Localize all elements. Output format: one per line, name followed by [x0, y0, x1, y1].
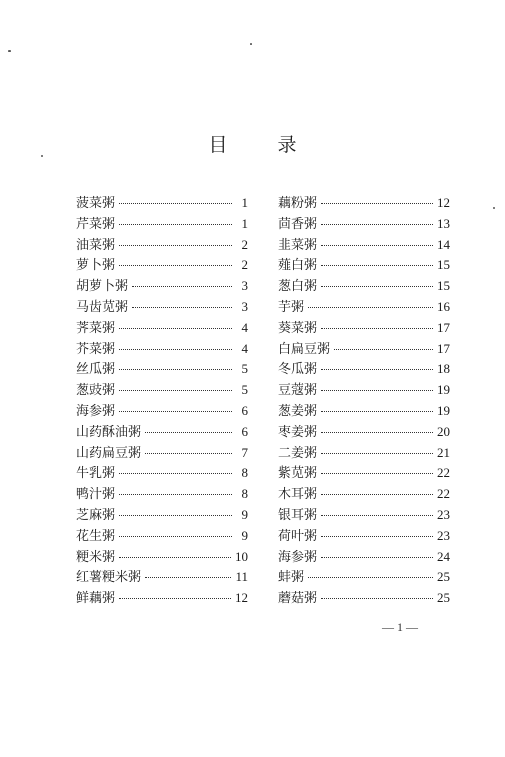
toc-entry-page: 2: [241, 236, 248, 252]
toc-entry-title: 葱姜粥: [278, 403, 318, 419]
dot-leader: [321, 597, 433, 599]
toc-entry-title: 海参粥: [76, 403, 116, 419]
toc-entry-page: 17: [437, 319, 450, 335]
toc-column-right: [278, 193, 450, 609]
toc-entry: [278, 297, 450, 318]
page-number: — 1 —: [382, 620, 418, 634]
toc-entry-title: 藕粉粥: [278, 196, 318, 211]
toc-entry: [278, 401, 450, 422]
toc-entry-page: 6: [241, 423, 248, 439]
toc-entry-title: 枣姜粥: [278, 424, 318, 440]
toc-entry-page: 7: [241, 444, 248, 460]
toc-entry: [76, 526, 248, 547]
toc-entry: [76, 380, 248, 401]
dot-leader: [321, 244, 433, 246]
toc-entry-title: 牛乳粥: [76, 466, 116, 482]
toc-entry: [278, 193, 450, 214]
dot-leader: [119, 244, 232, 246]
toc-entry: [76, 214, 248, 235]
dot-leader: [119, 202, 232, 204]
toc-entry-title: 丝瓜粥: [76, 362, 116, 378]
dot-leader: [132, 285, 232, 287]
toc-entry-page: 9: [241, 527, 248, 543]
scan-speck: [493, 207, 495, 209]
toc-entry: [278, 443, 450, 464]
dot-leader: [321, 285, 433, 287]
toc-entry-page: 23: [437, 506, 450, 522]
dot-leader: [321, 556, 433, 558]
toc-entry-title: 木耳粥: [278, 487, 318, 503]
toc-entry: [76, 339, 248, 360]
toc-entry: [76, 463, 248, 484]
toc-entry: [76, 235, 248, 256]
dot-leader: [321, 327, 433, 329]
toc-entry-page: 23: [437, 527, 450, 543]
page-title: 目 录: [208, 134, 319, 156]
toc-entry-page: 12: [437, 195, 450, 210]
scan-speck: [250, 43, 252, 45]
toc-entry-title: 鸭汁粥: [76, 487, 116, 503]
toc-entry: [76, 505, 248, 526]
toc-entry-page: 20: [437, 423, 450, 439]
dot-leader: [321, 493, 433, 495]
toc-entry-page: 5: [241, 361, 248, 377]
dot-leader: [308, 576, 433, 578]
dot-leader: [132, 306, 232, 308]
toc-entry: [278, 484, 450, 505]
toc-entry-page: 22: [437, 486, 450, 502]
dot-leader: [321, 535, 433, 537]
dot-leader: [119, 389, 232, 391]
toc-entry-page: 3: [241, 298, 248, 314]
toc-entry: [278, 422, 450, 443]
dot-leader: [321, 389, 433, 391]
dot-leader: [321, 410, 433, 412]
toc-entry: [76, 443, 248, 464]
toc-entry-title: 胡萝卜粥: [76, 279, 129, 295]
toc-entry-page: 10: [235, 548, 248, 564]
toc-entry: [76, 401, 248, 422]
dot-leader: [321, 223, 433, 225]
toc-entry-title: 葱白粥: [278, 279, 318, 295]
toc-entry-title: 萝卜粥: [76, 258, 116, 274]
toc-entry-page: 8: [241, 486, 248, 502]
toc-entry-title: 粳米粥: [76, 549, 116, 565]
toc-entry-page: 11: [235, 569, 248, 585]
toc-entry: [76, 567, 248, 588]
toc-entry: [278, 339, 450, 360]
dot-leader: [119, 223, 232, 225]
toc-entry-title: 菠菜粥: [76, 196, 116, 211]
toc-entry: [76, 297, 248, 318]
toc-entry: [278, 255, 450, 276]
toc-entry: [278, 463, 450, 484]
dot-leader: [119, 493, 232, 495]
dot-leader: [145, 452, 232, 454]
toc-entry-title: 海参粥: [278, 549, 318, 565]
toc-entry-page: 2: [241, 257, 248, 273]
dot-leader: [119, 514, 232, 516]
toc-entry-title: 葵菜粥: [278, 320, 318, 336]
toc-entry-title: 鲜藕粥: [76, 591, 116, 607]
toc-entry-page: 1: [241, 195, 248, 210]
toc-entry: [278, 359, 450, 380]
toc-entry-page: 16: [437, 298, 450, 314]
dot-leader: [308, 306, 433, 308]
dot-leader: [334, 348, 433, 350]
dot-leader: [119, 556, 231, 558]
dot-leader: [119, 348, 232, 350]
toc-entry-page: 3: [241, 278, 248, 294]
toc-entry-title: 红薯粳米粥: [76, 570, 142, 586]
toc-entry-page: 15: [437, 278, 450, 294]
toc-entry-title: 冬瓜粥: [278, 362, 318, 378]
toc-entry: [76, 588, 248, 609]
toc-entry-page: 21: [437, 444, 450, 460]
toc-entry-title: 马齿苋粥: [76, 299, 129, 315]
toc-entry: [278, 235, 450, 256]
toc-entry: [76, 547, 248, 568]
dot-leader: [119, 535, 232, 537]
dot-leader: [119, 410, 232, 412]
toc-entry-page: 1: [241, 215, 248, 231]
toc-entry-title: 豆蔻粥: [278, 383, 318, 399]
toc-entry-page: 14: [437, 236, 450, 252]
toc-entry: [278, 588, 450, 609]
toc-entry-page: 12: [235, 590, 248, 606]
toc-entry-title: 花生粥: [76, 528, 116, 544]
scan-speck: [8, 50, 11, 52]
toc-entry-page: 22: [437, 465, 450, 481]
toc-entry-title: 蘑菇粥: [278, 591, 318, 607]
toc-entry: [278, 547, 450, 568]
toc-entry-title: 紫苋粥: [278, 466, 318, 482]
dot-leader: [119, 327, 232, 329]
dot-leader: [321, 431, 433, 433]
toc-entry-title: 薤白粥: [278, 258, 318, 274]
toc-entry-page: 19: [437, 382, 450, 398]
toc-entry-title: 芝麻粥: [76, 507, 116, 523]
toc-entry: [278, 276, 450, 297]
toc-entry: [76, 318, 248, 339]
toc-entry-title: 山药酥油粥: [76, 424, 142, 440]
toc-entry-page: 24: [437, 548, 450, 564]
toc-entry-title: 芹菜粥: [76, 216, 116, 232]
toc-entry-page: 25: [437, 590, 450, 606]
toc-entry: [278, 318, 450, 339]
dot-leader: [321, 202, 433, 204]
toc-column-left: [76, 193, 248, 609]
toc-entry-page: 17: [437, 340, 450, 356]
toc-entry: [278, 505, 450, 526]
toc-entry-title: 韭菜粥: [278, 237, 318, 253]
toc-entry-title: 银耳粥: [278, 507, 318, 523]
toc-entry: [278, 526, 450, 547]
toc-entry-title: 白扁豆粥: [278, 341, 331, 357]
toc-entry-page: 5: [241, 382, 248, 398]
toc-entry-page: 6: [241, 402, 248, 418]
dot-leader: [321, 368, 433, 370]
toc-entry: [76, 255, 248, 276]
toc-entry: [76, 422, 248, 443]
toc-entry-page: 9: [241, 506, 248, 522]
toc-entry-title: 芋粥: [278, 299, 305, 315]
toc-entry-page: 13: [437, 215, 450, 231]
toc-entry: [76, 276, 248, 297]
toc-entry-page: 4: [241, 340, 248, 356]
toc-entry-page: 8: [241, 465, 248, 481]
dot-leader: [119, 597, 231, 599]
dot-leader: [119, 472, 232, 474]
toc-entry-title: 荠菜粥: [76, 320, 116, 336]
toc-entry: [278, 214, 450, 235]
dot-leader: [321, 452, 433, 454]
dot-leader: [145, 431, 232, 433]
dot-leader: [145, 576, 231, 578]
toc-entry-title: 蚌粥: [278, 570, 305, 586]
toc-entry: [278, 380, 450, 401]
dot-leader: [119, 264, 232, 266]
toc-entry-page: 25: [437, 569, 450, 585]
toc-entry-page: 15: [437, 257, 450, 273]
toc-entry: [76, 193, 248, 214]
toc-entry-title: 油菜粥: [76, 237, 116, 253]
toc-entry: [278, 567, 450, 588]
toc-entry-page: 4: [241, 319, 248, 335]
toc-entry-page: 18: [437, 361, 450, 377]
toc-entry: [76, 359, 248, 380]
dot-leader: [321, 514, 433, 516]
toc-entry-title: 茴香粥: [278, 216, 318, 232]
toc-entry-title: 山药扁豆粥: [76, 445, 142, 461]
toc-entry-title: 荷叶粥: [278, 528, 318, 544]
toc-entry-title: 二姜粥: [278, 445, 318, 461]
dot-leader: [119, 368, 232, 370]
toc-entry-title: 芥菜粥: [76, 341, 116, 357]
toc-entry-page: 19: [437, 402, 450, 418]
dot-leader: [321, 264, 433, 266]
toc-entry-title: 葱豉粥: [76, 383, 116, 399]
dot-leader: [321, 472, 433, 474]
toc-entry: [76, 484, 248, 505]
